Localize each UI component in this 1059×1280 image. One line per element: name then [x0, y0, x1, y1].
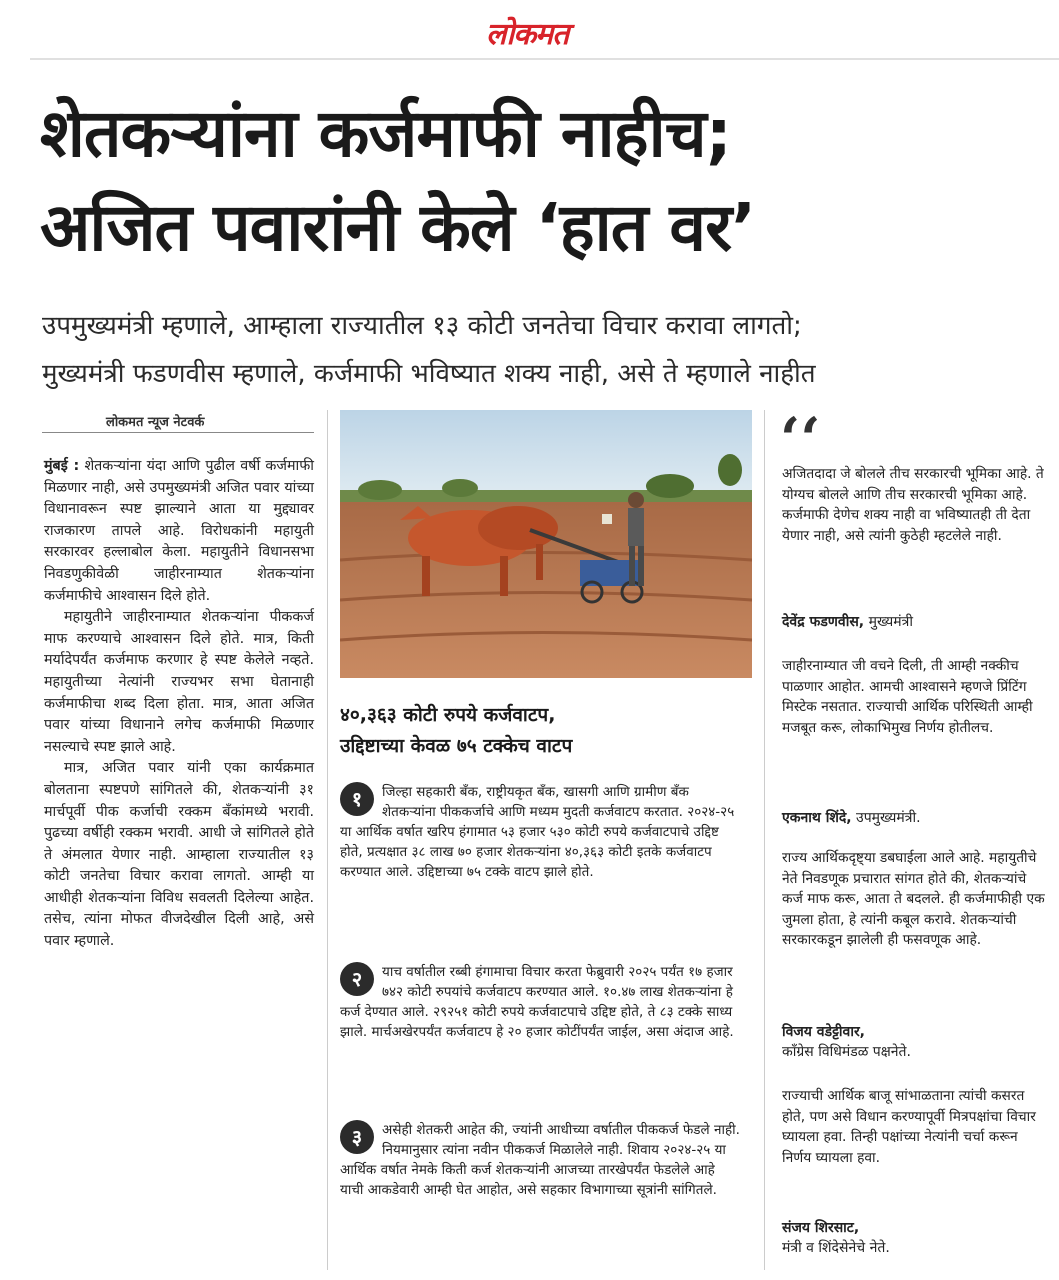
subheadline-line-1: उपमुख्यमंत्री म्हणाले, आम्हाला राज्यातील १३ कोटी जनतेचा विचार करावा लागतो; [42, 311, 802, 341]
article-body [44, 456, 314, 953]
article-paragraph-1 [44, 456, 314, 607]
column-divider-1 [327, 410, 328, 1270]
box-heading-line-2: उद्दिष्टाच्या केवळ ७५ टक्केच वाटप [340, 735, 573, 757]
number-badge-3: ३ [340, 1120, 374, 1154]
quote-4-name: संजय शिरसाट, [782, 1220, 860, 1236]
quote-3-text: राज्य आर्थिकदृष्ट्या डबघाईला आले आहे. महायुतीचे नेते निवडणूक प्रचारात सांगत होते की, शेतकऱ्यांचे कर्ज माफ करू, आता ते बदलले. ही कर्जमाफीही एक जुमला होता, हे त्यांनी कबूल करावे. शेतकऱ्यांची सरकारकडून झालेली ही फसवणूक आहे. [782, 850, 1045, 948]
box-point-2 [340, 962, 740, 1042]
quote-4-role: मंत्री व शिंदेसेनेचे नेते. [782, 1240, 890, 1256]
article-paragraph-3: मात्र, अजित पवार यांनी एका कार्यक्रमात बोलताना स्पष्टपणे सांगितले की, शेतकऱ्यांनी ३१ मार्चपूर्वी पीक कर्जाची रक्कम बँकांमध्ये भरावी. पुढच्या वर्षीही रक्कम भरावी. आधी जे सांगितले होते ते अंमलात येणार नाही. आम्हाला राज्यातील १३ कोटी जनतेचा विचार करावा लागतो. आम्ही या आधीही शेतकऱ्यांना विविध सवलती दिलेल्या आहेत. तसेच, त्यांना मोफत वीजदेखील दिली आहे, असे पवार म्हणाले. [44, 760, 314, 950]
box-point-3 [340, 1120, 740, 1200]
subheadline-line-2: मुख्यमंत्री फडणवीस म्हणाले, कर्जमाफी भविष्यात शक्य नाही, असे ते म्हणाले नाहीत [42, 359, 816, 389]
box-point-1 [340, 782, 740, 882]
point-3-text: असेही शेतकरी आहेत की, ज्यांनी आधीच्या वर्षातील पीककर्ज फेडले नाही. नियमानुसार त्यांना नवीन पीककर्ज मिळालेले नाही. शिवाय २०२४-२५ या आर्थिक वर्षात नेमके किती कर्ज शेतकऱ्यांनी आजच्या तारखेपर्यंत फेडलेले आहे याची आकडेवारी आम्ही घेत आहोत, असे सहकार विभागाच्या सूत्रांनी सांगितले. [340, 1122, 740, 1198]
farmer-ploughing-photo [340, 410, 752, 678]
quote-1-role: मुख्यमंत्री [864, 614, 913, 630]
quote-1-name: देवेंद्र फडणवीस, [782, 614, 865, 630]
headline-line-1: शेतकऱ्यांना कर्जमाफी नाहीच; [40, 95, 732, 172]
quote-1-attribution [782, 612, 1047, 632]
byline-rule [42, 432, 314, 433]
masthead-rule [30, 58, 1059, 60]
quote-4-attribution [782, 1218, 1047, 1258]
newspaper-logo: लोकमत [486, 17, 569, 52]
quote-2-attribution [782, 808, 1047, 828]
quote-3-role: काँग्रेस विधिमंडळ पक्षनेते. [782, 1044, 911, 1060]
quote-2-text: जाहीरनाम्यात जी वचने दिली, ती आम्ही नक्कीच पाळणार आहोत. आमची आश्वासने म्हणजे प्रिंटिंग मिस्टेक नसतात. राज्याची आर्थिक परिस्थिती आम्ही मजबूत करू, लोकाभिमुख निर्णय होतीलच. [782, 658, 1033, 736]
quote-2-role: उपमुख्यमंत्री. [851, 810, 921, 826]
box-heading-line-1: ४०,३६३ कोटी रुपये कर्जवाटप, [340, 704, 556, 726]
masthead [0, 0, 1059, 60]
dateline: मुंबई : [44, 458, 80, 474]
article-paragraph-2: महायुतीने जाहीरनाम्यात शेतकऱ्यांना पीककर्ज माफ करण्याचे आश्वासन दिले होते. मात्र, किती मर्यादेपर्यंत कर्जमाफ करणार हे स्पष्ट केलेले नव्हते. महायुतीच्या नेत्यांनी राज्यभर सभा घेतानाही कर्जमाफीचा शब्द दिला होता. मात्र, आता अजित पवार यांच्या विधानाने लगेच कर्जमाफी मिळणार नसल्याचे स्पष्ट झाले आहे. [44, 609, 314, 755]
point-2-text: याच वर्षातील रब्बी हंगामाचा विचार करता फेब्रुवारी २०२५ पर्यंत १७ हजार ७४२ कोटी रुपयांचे कर्जवाटप करण्यात आले. १०.४७ लाख शेतकऱ्यांना हे कर्ज देण्यात आले. २९२५१ कोटी रुपये कर्जवाटपाचे उद्दिष्ट होते, ते ८३ टक्के साध्य झाले. मार्चअखेरपर्यंत कर्जवाटप हे २० हजार कोटींपर्यंत जाईल, असा अंदाज आहे. [340, 964, 734, 1040]
quote-3-name: विजय वडेट्टीवार, [782, 1024, 865, 1040]
quote-3-attribution [782, 1022, 1047, 1062]
byline: लोकमत न्यूज नेटवर्क [106, 415, 205, 430]
quote-mark-icon: ‘‘ [780, 405, 821, 473]
column-divider-2 [764, 410, 765, 1270]
quote-4-text: राज्याची आर्थिक बाजू सांभाळताना त्यांची कसरत होते, पण असे विधान करण्यापूर्वी मित्रपक्षांचा विचार घ्यायला हवा. तिन्ही पक्षांच्या नेत्यांनी चर्चा करून निर्णय घ्यायला हवा. [782, 1088, 1036, 1166]
point-1-text: जिल्हा सहकारी बँक, राष्ट्रीयकृत बँक, खासगी आणि ग्रामीण बँक शेतकऱ्यांना पीककर्जाचे आणि मध्यम मुदती कर्जवाटप करतात. २०२४-२५ या आर्थिक वर्षात खरिप हंगामात ५३ हजार ५३० कोटी रुपये कर्जवाटपाचे उद्दिष्ट होते, प्रत्यक्षात ३८ लाख ७० हजार शेतकऱ्यांना ४०,३६३ कोटी इतके कर्जवाटप करण्यात आले. उद्दिष्टाच्या ७५ टक्के वाटप झाले होते. [340, 784, 735, 880]
quote-1-text: अजितदादा जे बोलले तीच सरकारची भूमिका आहे. ते योग्यच बोलले आणि तीच सरकारची भूमिका आहे. कर्जमाफी देणेच शक्य नाही वा भविष्यातही ती देता येणार नाही, असे त्यांनी कुठेही म्हटलेले नाही. [782, 466, 1044, 544]
paragraph-1-text: शेतकऱ्यांना यंदा आणि पुढील वर्षी कर्जमाफी मिळणार नाही, असे उपमुख्यमंत्री अजित पवार यांच्या विधानावरून स्पष्ट झाल्याने आता या मुद्द्यावर राजकारण तापले आहे. विरोधकांनी महायुती सरकारवर हल्लाबोल केला. महायुतीने विधानसभा निवडणुकीवेळी जाहीरनाम्यात शेतकऱ्यांना कर्जमाफीचे आश्वासन दिले होते. [44, 458, 314, 604]
sidebar-box-heading [340, 700, 750, 762]
headline-line-2: अजित पवारांनी केले ‘हात वर’ [40, 189, 756, 266]
photo-illustration [340, 410, 752, 678]
number-badge-2: २ [340, 962, 374, 996]
quote-2-name: एकनाथ शिंदे, [782, 810, 852, 826]
number-badge-1: १ [340, 782, 374, 816]
